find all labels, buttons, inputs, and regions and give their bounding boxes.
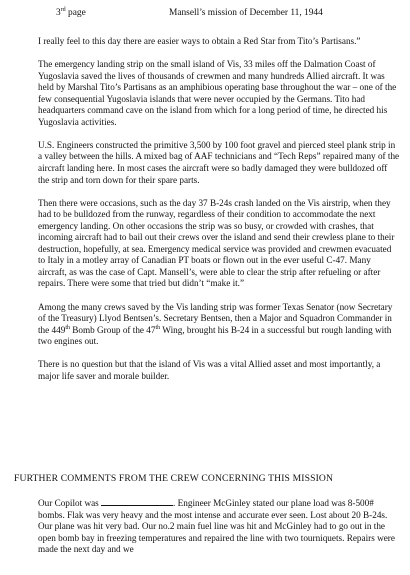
document-body	[38, 36, 400, 394]
paragraph-crash-landings: Then there were occasions, such as the day 37 B-24s crash landed on the Vis airstrip, when they had to be bulldozed from the runway, regardless of their condition to accommodate the next emergency landing. On other occasions the strip was so busy, or crowded with crashes, that incoming aircraft had to bail out their crews over the island and send their crewless plane to their destruction, hopefully, at sea. Emergency medical service was provided and crewmen evacuated to Italy in a motley array of Canadian PT boats or flown out in the ever useful C-47. Many aircraft, as was the case of Capt. Mansell’s, were able to clear the strip after refueling or after repairs. There were some that tried but didn’t “make it.”	[38, 197, 395, 289]
bentsen-text-2: Bomb Group of the 47	[69, 324, 156, 335]
crew-comments	[38, 496, 400, 556]
bentsen-sup-2: th	[155, 324, 161, 331]
paragraph-crew	[38, 496, 400, 556]
paragraph-bentsen	[38, 302, 400, 348]
paragraph-engineers: U.S. Engineers constructed the primitive 3,500 by 100 foot gravel and pierced steel plank strip in a valley between the hills. A mixed bag of AAF technicians and “Tech Reps” repaired many of the aircraft landing here. In most cases the aircraft were so badly damaged they were bulldozed off the strip and torn down for their spare parts.	[38, 139, 400, 185]
copilot-blank-line	[101, 496, 173, 506]
page-number-suffix: rd	[60, 6, 66, 13]
paragraph-red-star: I really feel to this day there are easier ways to obtain a Red Star from Tito’s Partisans.”	[38, 36, 361, 46]
header-title: Mansell’s mission of December 11, 1944	[169, 8, 323, 18]
page-number-word: page	[65, 8, 86, 18]
paragraph-vis-strip: The emergency landing strip on the small island of Vis, 33 miles off the Dalmation Coast of Yugoslavia saved the lives of thousands of crewmen and many hundreds Allied aircraft. It was held by Marshal Tito’s Partisans as an amphibious operating base throughout the war – one of the few consequential Yugoslavia islands that were never occupied by the Germans. Tito had headquarters command cave on the island from which for a long period of time, he directed his Yugoslavia activities.	[38, 59, 397, 127]
bentsen-text-1: Among the many crews saved by the Vis landing strip was former Texas Senator (now Secretary of the Treasury) Llyod Bentsen’s. Secretary Bentsen, then a Major and Squadron Commander in the 449	[38, 301, 393, 335]
page-number-value: 3	[56, 8, 61, 18]
page-number	[56, 8, 86, 18]
crew-text-1: Our Copilot was	[38, 498, 102, 508]
paragraph-conclusion: There is no question but that the island of Vis was a vital Allied asset and most importantly, a major life saver and morale builder.	[38, 359, 381, 381]
bentsen-sup-1: th	[65, 324, 70, 331]
crew-text-2: . Engineer McGinley stated our plane load was 8-500# bombs. Flak was very heavy and the most intense and accurate ever seen. Lost about 20 B-24s. Our plane was hit very bad. Our no.2 main fuel line was hit and McGinley had to go out in the open bomb bay in freezing temperatures and repaired the line with two tourniquets. Repairs were made the next day and we	[38, 498, 395, 555]
bentsen-text-3: Wing, brought his B-24 in a successful but rough landing with two engines out.	[38, 324, 392, 347]
section-heading: FURTHER COMMENTS FROM THE CREW CONCERNING THIS MISSION	[14, 473, 334, 484]
